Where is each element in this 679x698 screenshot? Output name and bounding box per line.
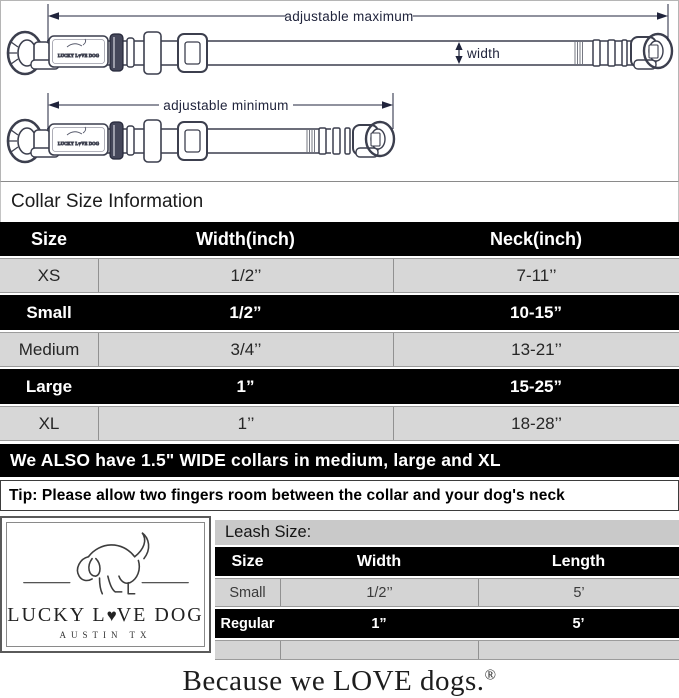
arrowhead-up-icon	[455, 42, 462, 50]
stitching-icon	[307, 130, 315, 152]
dog-head	[77, 557, 92, 581]
cell-length	[478, 641, 679, 659]
cell-size: Large	[25, 376, 73, 396]
cell-width: 3/4’’	[98, 333, 393, 366]
cell-size	[215, 641, 280, 659]
collar-strap	[47, 41, 649, 65]
dog-front-legs	[99, 576, 121, 594]
cell-neck: 18-28’’	[393, 407, 679, 440]
brand-logo-inner	[6, 522, 205, 647]
cell-width: 1/2’’	[98, 259, 393, 292]
collar-min-drawing	[8, 120, 394, 162]
leash-header-row	[215, 547, 679, 576]
table-row-empty	[215, 640, 679, 660]
cell-neck: 15-25”	[510, 376, 562, 396]
col-header-size: Size	[30, 228, 68, 249]
table-row	[0, 332, 679, 367]
collar-max-drawing	[8, 32, 672, 74]
dog-logo-icon	[17, 529, 195, 603]
heart-icon: ♥	[106, 606, 117, 625]
table-row	[215, 609, 679, 638]
arrowhead-right-icon	[382, 101, 393, 109]
col-header-width: Width(inch)	[196, 228, 295, 249]
max-dimension-arrow	[48, 4, 668, 41]
cell-length: 5’	[572, 615, 585, 632]
cell-length: 5’	[478, 579, 679, 606]
registered-mark: ®	[484, 667, 497, 684]
leash-table-title: Leash Size:	[215, 520, 679, 545]
cell-width: 1/2’’	[280, 579, 478, 606]
arrowhead-left-icon	[48, 12, 59, 20]
cell-size: Small	[26, 302, 72, 322]
footer-section	[0, 516, 679, 660]
cell-size: XS	[37, 265, 61, 285]
table-header-row	[0, 222, 679, 256]
brand-tagline	[0, 665, 679, 698]
table-row	[0, 406, 679, 441]
width-dimension-arrow	[455, 42, 500, 64]
arrowhead-left-icon	[48, 101, 59, 109]
arrowhead-right-icon	[657, 12, 668, 20]
page-title: Collar Size Information	[0, 182, 679, 222]
dog-ear	[88, 559, 99, 577]
cell-size: Medium	[18, 339, 80, 359]
collar-diagram-panel	[0, 0, 679, 182]
cell-width	[280, 641, 478, 659]
table-row	[215, 578, 679, 607]
col-header-size: Size	[231, 552, 264, 570]
collar-diagram-svg	[1, 1, 678, 181]
cell-size: XL	[38, 413, 60, 433]
table-row	[0, 369, 679, 404]
cell-width: 1/2”	[229, 302, 262, 322]
brand-location: AUSTIN TX	[59, 630, 152, 640]
leash-size-table	[215, 516, 679, 660]
brand-text-right: VE DOG	[116, 604, 204, 626]
fit-tip-text: Tip: Please allow two fingers room between the collar and your dog's neck	[0, 480, 679, 511]
col-header-length: Length	[551, 552, 606, 570]
wide-collar-banner: We ALSO have 1.5" WIDE collars in medium, large and XL	[0, 444, 679, 477]
tagline-text: Because we LOVE dogs.	[182, 665, 485, 697]
cell-neck: 7-11’’	[393, 259, 679, 292]
cell-neck: 10-15”	[510, 302, 562, 322]
adjustable-minimum-label: adjustable minimum	[163, 98, 289, 113]
dog-hind-leg	[128, 583, 134, 594]
dog-tail	[134, 533, 148, 559]
dog-back	[88, 545, 134, 557]
dog-body	[118, 560, 138, 583]
cell-size: Small	[229, 584, 266, 601]
brand-logo-box	[0, 516, 211, 653]
table-row	[0, 258, 679, 293]
col-header-width: Width	[356, 552, 402, 570]
table-row	[0, 295, 679, 330]
col-header-neck: Neck(inch)	[489, 228, 583, 249]
cell-width: 1”	[371, 615, 387, 632]
stitching-icon	[575, 42, 583, 64]
width-label: width	[467, 46, 501, 61]
brand-text-left: LUCKY L	[7, 604, 107, 626]
cell-neck: 13-21’’	[393, 333, 679, 366]
arrowhead-down-icon	[455, 56, 462, 64]
cell-width: 1’’	[98, 407, 393, 440]
cell-width: 1”	[236, 376, 255, 396]
adjustable-maximum-label: adjustable maximum	[284, 9, 414, 24]
cell-size: Regular	[220, 615, 275, 632]
collar-size-table	[0, 222, 679, 441]
brand-wordmark	[7, 604, 203, 627]
